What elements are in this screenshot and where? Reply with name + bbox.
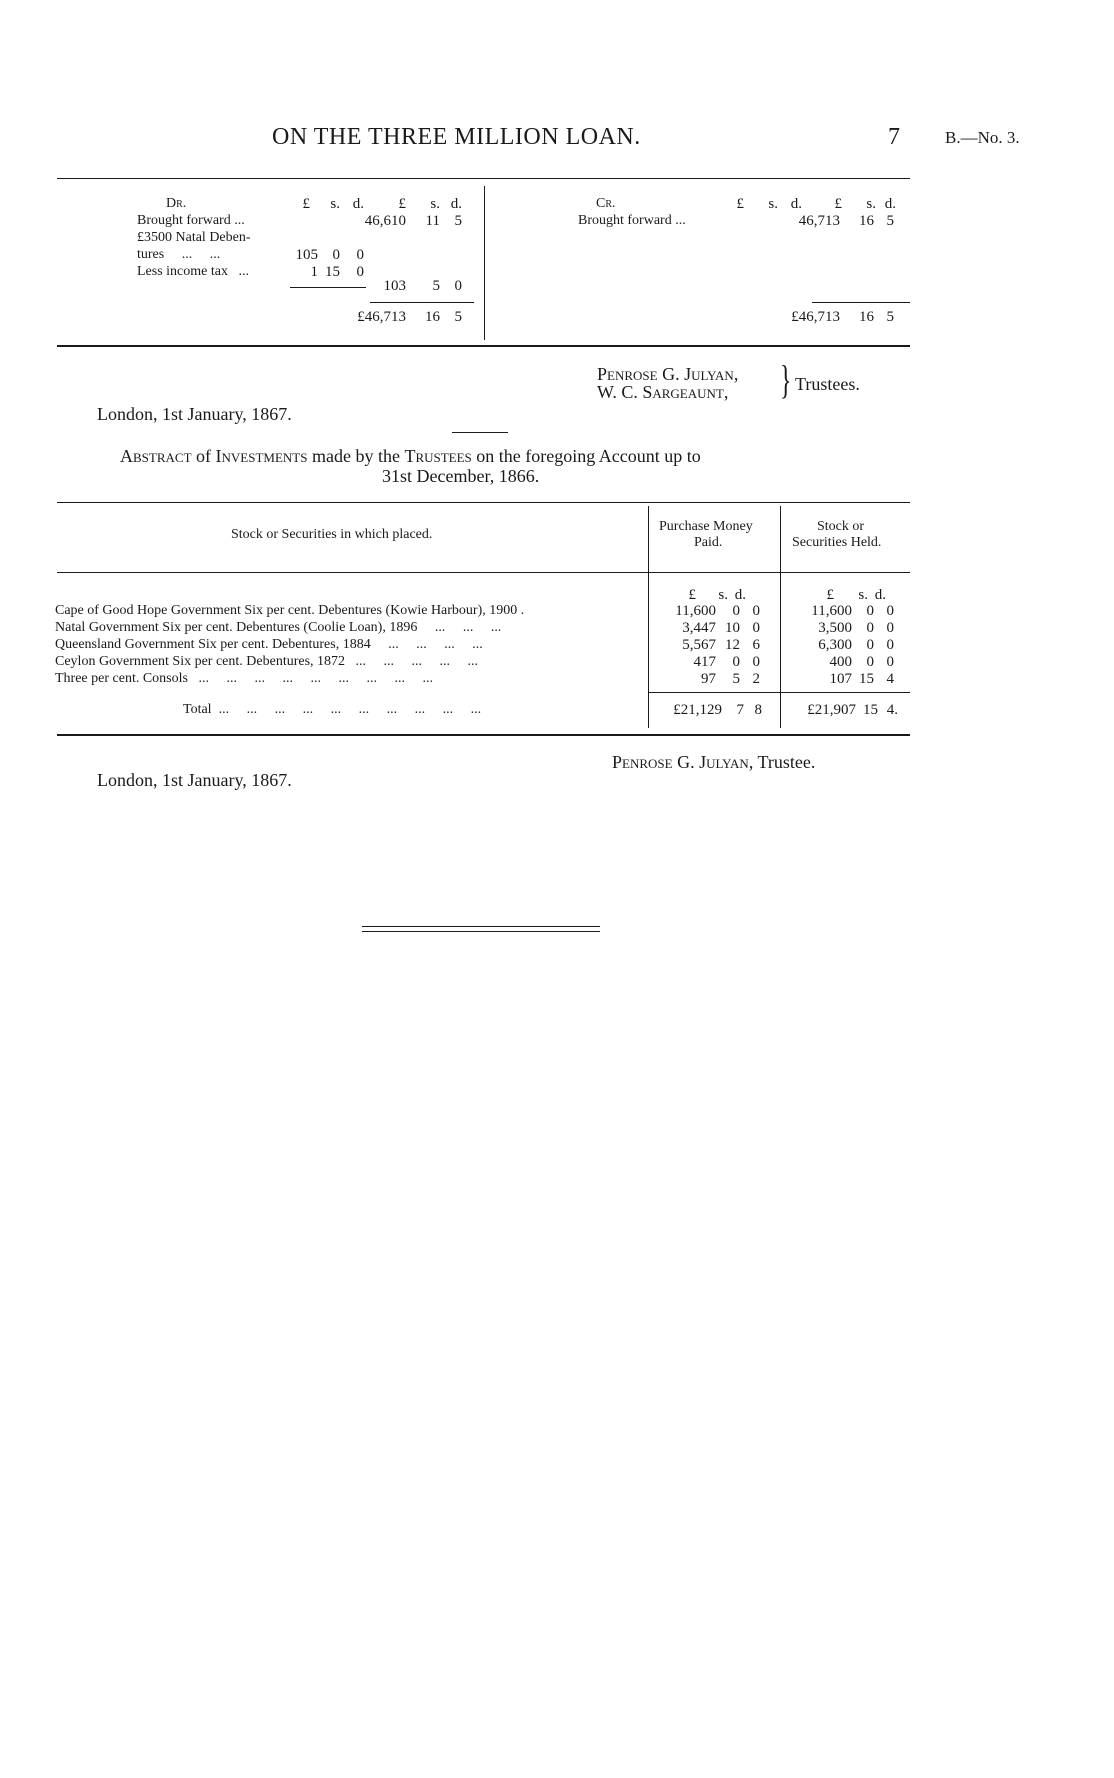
dr-header-pound2: £ [398, 196, 406, 212]
unit-held-d: d. [874, 587, 886, 603]
held-pounds: 400 [829, 654, 852, 670]
cr-col-headers [720, 196, 896, 213]
cr-brought-forward-label: Brought forward ... [578, 213, 686, 228]
abstract-title-part4: made by the [311, 446, 400, 466]
header-purchase-line2: Paid. [694, 535, 723, 550]
abstract-title-part6: on the foregoing Account up to [476, 446, 701, 466]
cr-total-amount [774, 309, 894, 326]
table-row-desc: Ceylon Government Six per cent. Debentures, 1872 ... ... ... ... ... [55, 654, 479, 669]
paid-shillings: 10 [725, 620, 740, 636]
abstract-bottom-rule [57, 734, 910, 736]
table-row-desc: Natal Government Six per cent. Debentures (Coolie Loan), 1896 ... ... ... [55, 620, 502, 635]
total-paid-shillings: 7 [736, 702, 744, 718]
table-row-held [792, 620, 894, 637]
abstract-unit-headers-paid [660, 587, 746, 604]
cr-total-rule [812, 302, 910, 303]
paid-shillings: 12 [725, 637, 740, 653]
account-top-rule [57, 178, 910, 179]
total-held [792, 702, 898, 719]
dr-natal-line2: tures ... ... [137, 247, 221, 262]
held-pence: 0 [886, 654, 894, 670]
abstract-divider-1 [648, 506, 649, 728]
dr-bf-pence: 5 [454, 213, 462, 229]
paid-pence: 0 [752, 654, 760, 670]
dr-tax-pence: 0 [356, 264, 364, 280]
dr-total-shillings: 16 [425, 309, 440, 325]
total-paid [660, 702, 762, 719]
cr-total-pence: 5 [886, 309, 894, 325]
abstract-unit-headers-held [792, 587, 886, 604]
table-row-desc: Three per cent. Consols ... ... ... ... ... ... ... ... ... [55, 671, 433, 686]
paid-pence: 0 [752, 603, 760, 619]
cr-bf-shillings: 16 [859, 213, 874, 229]
held-shillings: 0 [866, 620, 874, 636]
paid-pounds: 11,600 [675, 603, 716, 619]
dr-brought-forward-label: Brought forward ... [137, 213, 245, 228]
total-paid-pence: 8 [754, 702, 762, 718]
paid-pounds: 5,567 [682, 637, 716, 653]
table-row-desc: Cape of Good Hope Government Six per cent. Debentures (Kowie Harbour), 1900 . [55, 603, 525, 618]
cr-bf-pounds: 46,713 [798, 213, 840, 229]
account-divider [484, 186, 485, 340]
table-row-paid [660, 637, 760, 654]
paid-pence: 6 [752, 637, 760, 653]
dr-total-rule [370, 302, 474, 303]
held-pounds: 3,500 [818, 620, 852, 636]
dr-net-pence: 0 [454, 278, 462, 294]
dr-subtotal-rule [290, 287, 366, 288]
dr-total-amount [340, 309, 462, 326]
trustee-name-1: Penrose G. Julyan, [597, 364, 739, 384]
paid-shillings: 0 [732, 654, 740, 670]
paid-pounds: 3,447 [682, 620, 716, 636]
held-pounds: 6,300 [818, 637, 852, 653]
unit-paid-d: d. [734, 587, 746, 603]
dr-natal-line1: £3500 Natal Deben- [137, 230, 251, 245]
trustee-role: Trustee. [757, 752, 816, 772]
abstract-title [120, 446, 701, 467]
abstract-title-part2: of [196, 446, 212, 466]
held-shillings: 0 [866, 654, 874, 670]
table-row-paid [660, 603, 760, 620]
trustee-name: Penrose G. Julyan, [612, 752, 754, 772]
paid-pence: 0 [752, 620, 760, 636]
unit-paid-s: s. [718, 587, 728, 603]
held-pence: 0 [886, 620, 894, 636]
dr-total-pounds: £46,713 [357, 309, 406, 325]
series-label: B.—No. 3. [945, 128, 1020, 147]
place-date-1: London, 1st January, 1867. [97, 404, 292, 424]
dr-header-s2: s. [430, 196, 440, 212]
dr-natal-amount [280, 247, 364, 264]
page-title: ON THE THREE MILLION LOAN. [272, 124, 641, 150]
abstract-title-part5: Trustees [404, 446, 472, 466]
account-bottom-rule [57, 345, 910, 347]
paid-pounds: 417 [693, 654, 716, 670]
abstract-header-rule [57, 572, 910, 573]
held-shillings: 0 [866, 637, 874, 653]
paid-pounds: 97 [701, 671, 716, 687]
header-held-line1: Stock or [817, 519, 865, 534]
dr-tax-pounds: 1 [310, 264, 318, 280]
cr-brought-forward-amount [790, 213, 894, 230]
dr-net-amount [356, 278, 462, 295]
table-row-held [792, 671, 894, 688]
header-held-line2: Securities Held. [792, 535, 882, 550]
cr-header-s2: s. [866, 196, 876, 212]
abstract-title-line2: 31st December, 1866. [382, 466, 540, 486]
abstract-subtotal-rule [648, 692, 910, 693]
cr-header-d2: d. [884, 196, 896, 212]
paid-shillings: 5 [732, 671, 740, 687]
dr-net-shillings: 5 [432, 278, 440, 294]
held-pence: 0 [886, 603, 894, 619]
abstract-divider-2 [780, 506, 781, 728]
cr-total-pounds: £46,713 [791, 309, 840, 325]
trustees-role: Trustees. [795, 374, 860, 394]
dr-tax-shillings: 15 [325, 264, 340, 280]
cr-header-s1: s. [768, 196, 778, 212]
dr-tax-amount [280, 264, 364, 281]
header-purchase-line1: Purchase Money [659, 519, 753, 534]
cr-header-pound2: £ [834, 196, 842, 212]
held-pounds: 107 [829, 671, 852, 687]
dr-total-pence: 5 [454, 309, 462, 325]
table-row-held [792, 654, 894, 671]
place-date-2: London, 1st January, 1867. [97, 770, 292, 790]
cr-total-shillings: 16 [859, 309, 874, 325]
cr-header-d1: d. [790, 196, 802, 212]
held-pence: 0 [886, 637, 894, 653]
dr-natal-pounds: 105 [295, 247, 318, 263]
table-row-held [792, 637, 894, 654]
closing-rule-1 [362, 926, 600, 927]
abstract-title-part3: Investments [215, 446, 308, 466]
paid-pence: 2 [752, 671, 760, 687]
cr-label: Cr. [596, 196, 616, 211]
dr-header-s1: s. [330, 196, 340, 212]
dr-bf-pounds: 46,610 [364, 213, 406, 229]
dr-header-d2: d. [450, 196, 462, 212]
cr-header-pound1: £ [736, 196, 744, 212]
dr-brought-forward-amount [356, 213, 462, 230]
dr-bf-shillings: 11 [425, 213, 440, 229]
table-row-paid [660, 671, 760, 688]
paid-shillings: 0 [732, 603, 740, 619]
held-shillings: 0 [866, 603, 874, 619]
table-row-paid [660, 654, 760, 671]
page-number: 7 [888, 124, 900, 150]
held-pence: 4 [886, 671, 894, 687]
total-label: Total ... ... ... ... ... ... ... ... ... ... [183, 702, 482, 717]
trustees-brace: } [779, 357, 792, 402]
closing-rule-2 [362, 931, 600, 932]
unit-held-s: s. [858, 587, 868, 603]
dr-header-d1: d. [352, 196, 364, 212]
unit-held-pound: £ [826, 587, 834, 603]
total-held-pounds: £21,907 [807, 702, 856, 718]
unit-paid-pound: £ [688, 587, 696, 603]
dr-natal-pence: 0 [356, 247, 364, 263]
abstract-top-rule [57, 502, 910, 503]
total-paid-pounds: £21,129 [673, 702, 722, 718]
dr-header-pound1: £ [302, 196, 310, 212]
dr-label: Dr. [166, 196, 187, 211]
held-shillings: 15 [859, 671, 874, 687]
dr-natal-shillings: 0 [332, 247, 340, 263]
cr-bf-pence: 5 [886, 213, 894, 229]
held-pounds: 11,600 [811, 603, 852, 619]
dr-net-pounds: 103 [383, 278, 406, 294]
abstract-title-part1: Abstract [120, 446, 192, 466]
total-held-shillings: 15 [863, 702, 878, 718]
dr-col-headers [280, 196, 462, 213]
total-held-pence: 4. [886, 702, 898, 718]
dr-tax-label: Less income tax ... [137, 264, 249, 279]
trustee-signature-2 [612, 752, 815, 773]
section-separator [452, 432, 508, 433]
trustee-name-2: W. C. Sargeaunt, [597, 382, 729, 402]
table-row-paid [660, 620, 760, 637]
table-row-desc: Queensland Government Six per cent. Debentures, 1884 ... ... ... ... [55, 637, 483, 652]
table-row-held [792, 603, 894, 620]
header-stock: Stock or Securities in which placed. [231, 527, 433, 542]
